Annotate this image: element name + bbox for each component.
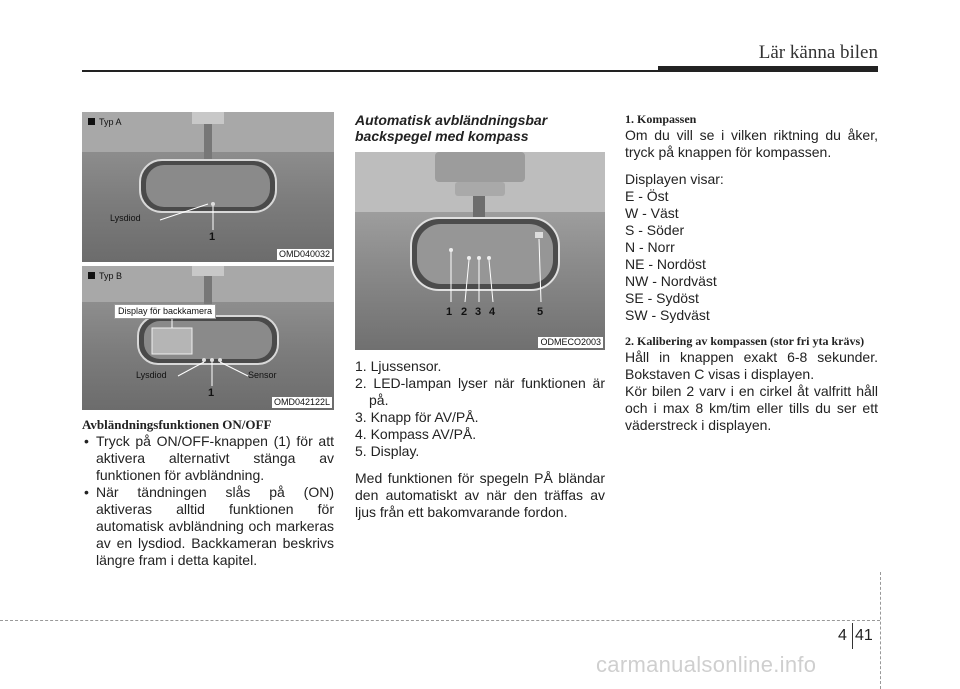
- page-number: 41: [855, 627, 873, 644]
- figure-tag: Typ B: [88, 268, 122, 285]
- callout-3: 3: [475, 306, 482, 318]
- header-rule-accent: [658, 66, 878, 71]
- column-1: [82, 112, 334, 569]
- direction-item: N - Norr: [625, 239, 675, 255]
- paragraph: Om du vill se i vilken riktning du åker, tryck på knappen för kompassen.: [625, 127, 878, 160]
- figure-tag: Typ A: [88, 114, 122, 131]
- callout-1: 1: [208, 387, 215, 399]
- mirror-typ-a-illustration: [82, 112, 334, 262]
- direction-item: NW - Nordväst: [625, 273, 717, 289]
- figure-code: OMD040032: [278, 249, 330, 259]
- label-lysdiod: Lysdiod: [136, 370, 167, 380]
- paragraph: Kör bilen 2 varv i en cirkel åt valfritt håll och i max 8 km/tim eller tills du ser ett väderstreck i displayen.: [625, 383, 878, 433]
- callout-4: 4: [489, 306, 496, 318]
- section-heading-avblandning: Avbländningsfunktionen ON/OFF: [82, 417, 272, 432]
- footer-divider: [852, 623, 853, 649]
- label-display-backkamera: Display för backkamera: [114, 304, 216, 319]
- bullet-item: • När tändningen slås på (ON) aktiveras alltid funktionen för automatisk avbländning och markeras av en lysdiod. Backkameran beskrivs längre fram i detta kapitel.: [82, 484, 334, 569]
- subheading-kalibrering: 2. Kalibering av kompassen (stor fri yta krävs): [625, 334, 865, 348]
- callout-5: 5: [537, 306, 544, 318]
- callout-1: 1: [446, 306, 453, 318]
- callout-1: 1: [209, 231, 216, 243]
- direction-item: E - Öst: [625, 188, 669, 204]
- list-item: 1. Ljussensor.: [355, 358, 442, 374]
- section-heading-kompass-line1: Automatisk avbländningsbar: [355, 112, 548, 128]
- list-item: 2. LED-lampan lyser när funktionen är på.: [355, 375, 605, 408]
- direction-item: SW - Sydväst: [625, 307, 710, 323]
- figure-typ-a: [82, 112, 334, 262]
- list-item: 5. Display.: [355, 443, 420, 459]
- list-item: 3. Knapp för AV/PÅ.: [355, 409, 479, 425]
- subheading-kompassen: 1. Kompassen: [625, 112, 697, 126]
- page-header-title: Lär känna bilen: [758, 42, 878, 63]
- figure-code: OMD042122L: [273, 397, 330, 407]
- direction-item: SE - Sydöst: [625, 290, 699, 306]
- callout-2: 2: [461, 306, 468, 318]
- chapter-number: 4: [838, 627, 847, 644]
- label-lysdiod: Lysdiod: [110, 213, 141, 223]
- paragraph: Med funktionen för spegeln PÅ bländar den automatiskt av när den träffas av ljus från ett bakomvarande fordon.: [355, 470, 605, 520]
- paragraph: Håll in knappen exakt 6-8 sekunder. Bokstaven C visas i displayen.: [625, 349, 878, 382]
- direction-item: W - Väst: [625, 205, 679, 221]
- footer-crop-line: [880, 572, 881, 689]
- column-2: [355, 112, 605, 521]
- list-item: 4. Kompass AV/PÅ.: [355, 426, 477, 442]
- bullet-item: • Tryck på ON/OFF-knappen (1) för att aktivera alternativt stänga av funktionen för avbländning.: [82, 433, 334, 484]
- direction-item: NE - Nordöst: [625, 256, 706, 272]
- footer-rule: [0, 620, 880, 621]
- figure-typ-b: [82, 262, 334, 410]
- section-heading-kompass-line2: backspegel med kompass: [355, 128, 529, 144]
- direction-item: S - Söder: [625, 222, 685, 238]
- column-3: [625, 112, 878, 434]
- label-sensor: Sensor: [248, 370, 277, 380]
- figure-code: ODMECO2003: [540, 337, 601, 347]
- figure-compass-mirror: [355, 152, 605, 350]
- watermark: carmanualsonline.info: [596, 652, 817, 677]
- display-intro: Displayen visar:: [625, 171, 724, 187]
